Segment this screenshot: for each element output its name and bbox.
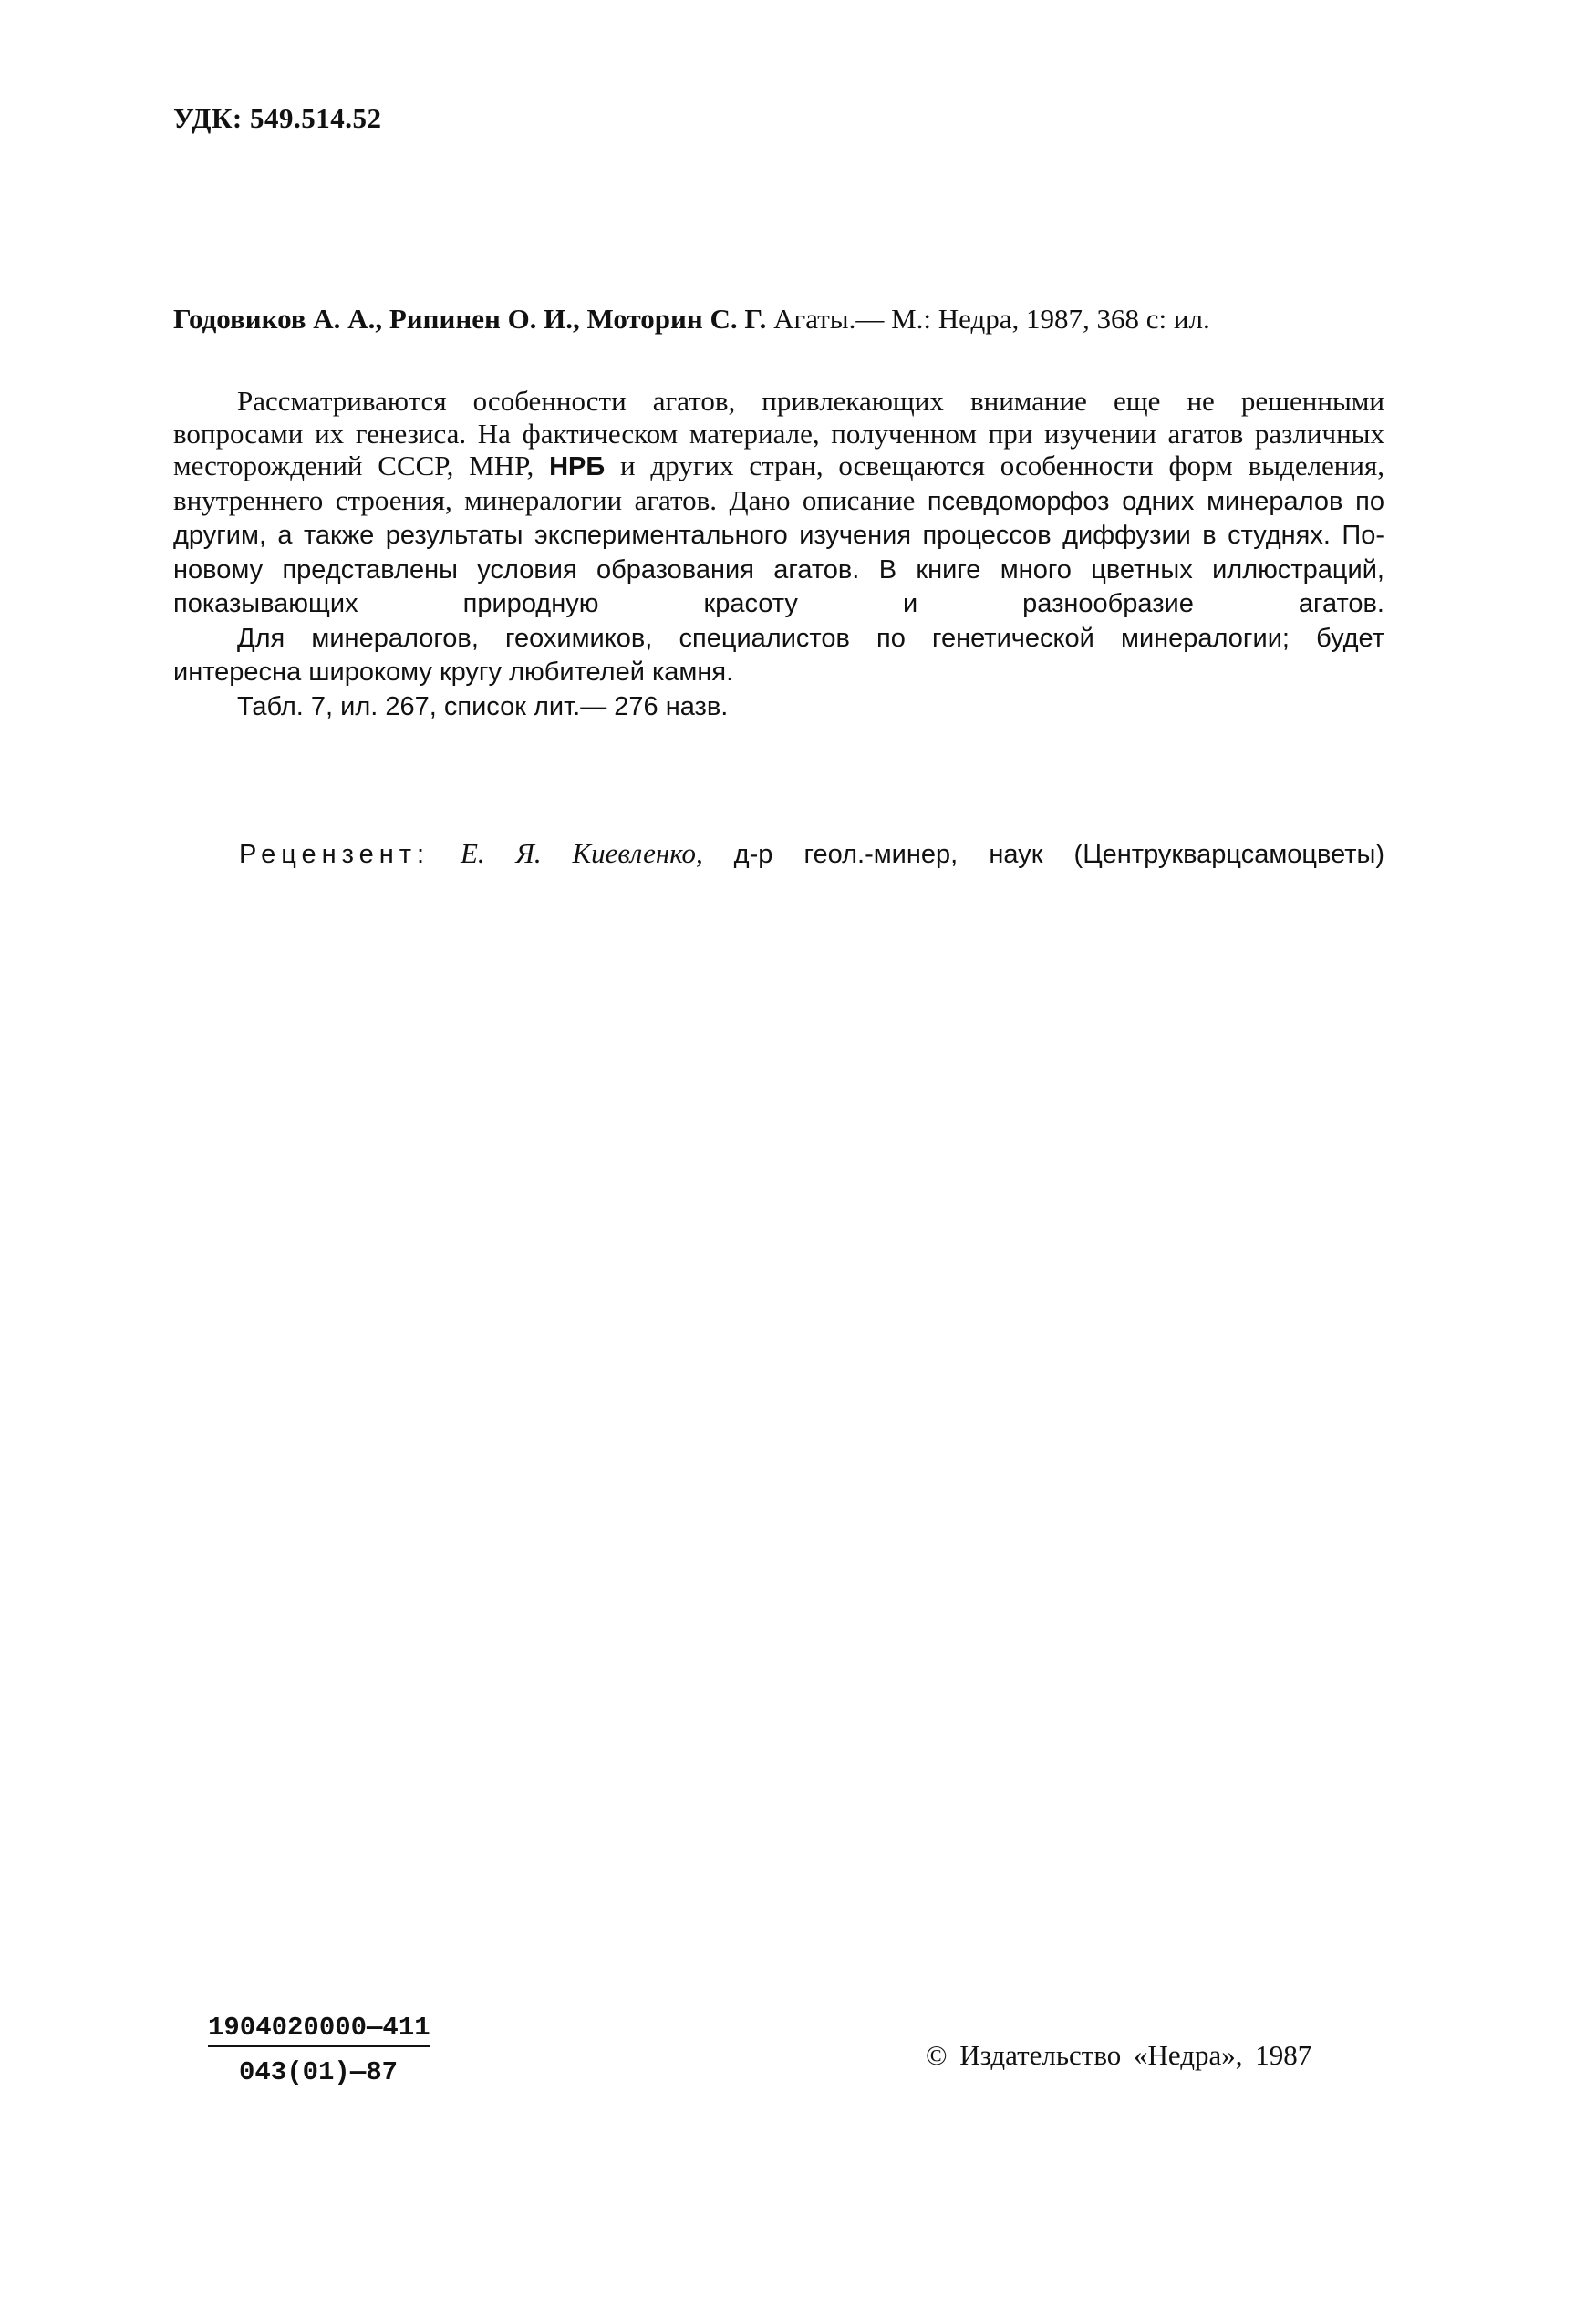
udc-code: УДК: 549.514.52 <box>173 102 382 134</box>
reviewer-details: д-р геол.-минер, наук (Центрукварцсамоцветы) <box>733 840 1385 869</box>
abstract-paragraph-2: Для минералогов, геохимиков, специалистов по генетической минералогии; будет интересна широкому кругу любителей камня. <box>173 623 1384 687</box>
title-imprint: Агаты.— М.: Недра, 1987, 368 с: ил. <box>766 303 1210 335</box>
copyright-notice: © Издательство «Недра», 1987 <box>926 2039 1312 2071</box>
reviewer-name: Е. Я. Киевленко, <box>460 837 703 869</box>
abstract <box>173 385 1384 723</box>
abstract-sans-segment: псевдоморфоз одних минералов по другим, а также результаты экспериментального изучения процессов диффузии в студнях. По-новому представлены условия образования агатов. В книге много цветных иллюстраций, показывающих природную красоту и разнообразие агатов. <box>173 486 1384 618</box>
reviewer-line <box>239 837 1384 871</box>
country-nrb: НРБ <box>549 452 606 481</box>
authors: Годовиков А. А., Рипинен О. И., Моторин С. Г. <box>173 303 767 335</box>
abstract-paragraph-1: Рассматриваются особенности агатов, привлекающих внимание еще не решенными вопросами их генезиса. На фактическом материале, полученном при изучении агатов различных месторождений СССР, МНР, НРБ и других стран, освещаются особенности форм выделения, внутреннего строения, минералогии агатов. Дано описание псевдоморфоз одних минералов по другим, а также результаты экспериментального изучения процессов диффузии в студнях. По-новому представлены условия образования агатов. В книге много цветных иллюстраций, показывающих природную красоту и разнообразие агатов. <box>173 385 1384 618</box>
reviewer-label: Рецензент: <box>239 840 430 869</box>
publication-code-numerator: 1904020000—411 <box>208 2013 430 2047</box>
abstract-paragraph-3: Табл. 7, ил. 267, список лит.— 276 назв. <box>237 691 729 721</box>
bibliographic-record <box>173 303 1384 336</box>
publication-code-denominator: 043(01)—87 <box>239 2057 399 2087</box>
